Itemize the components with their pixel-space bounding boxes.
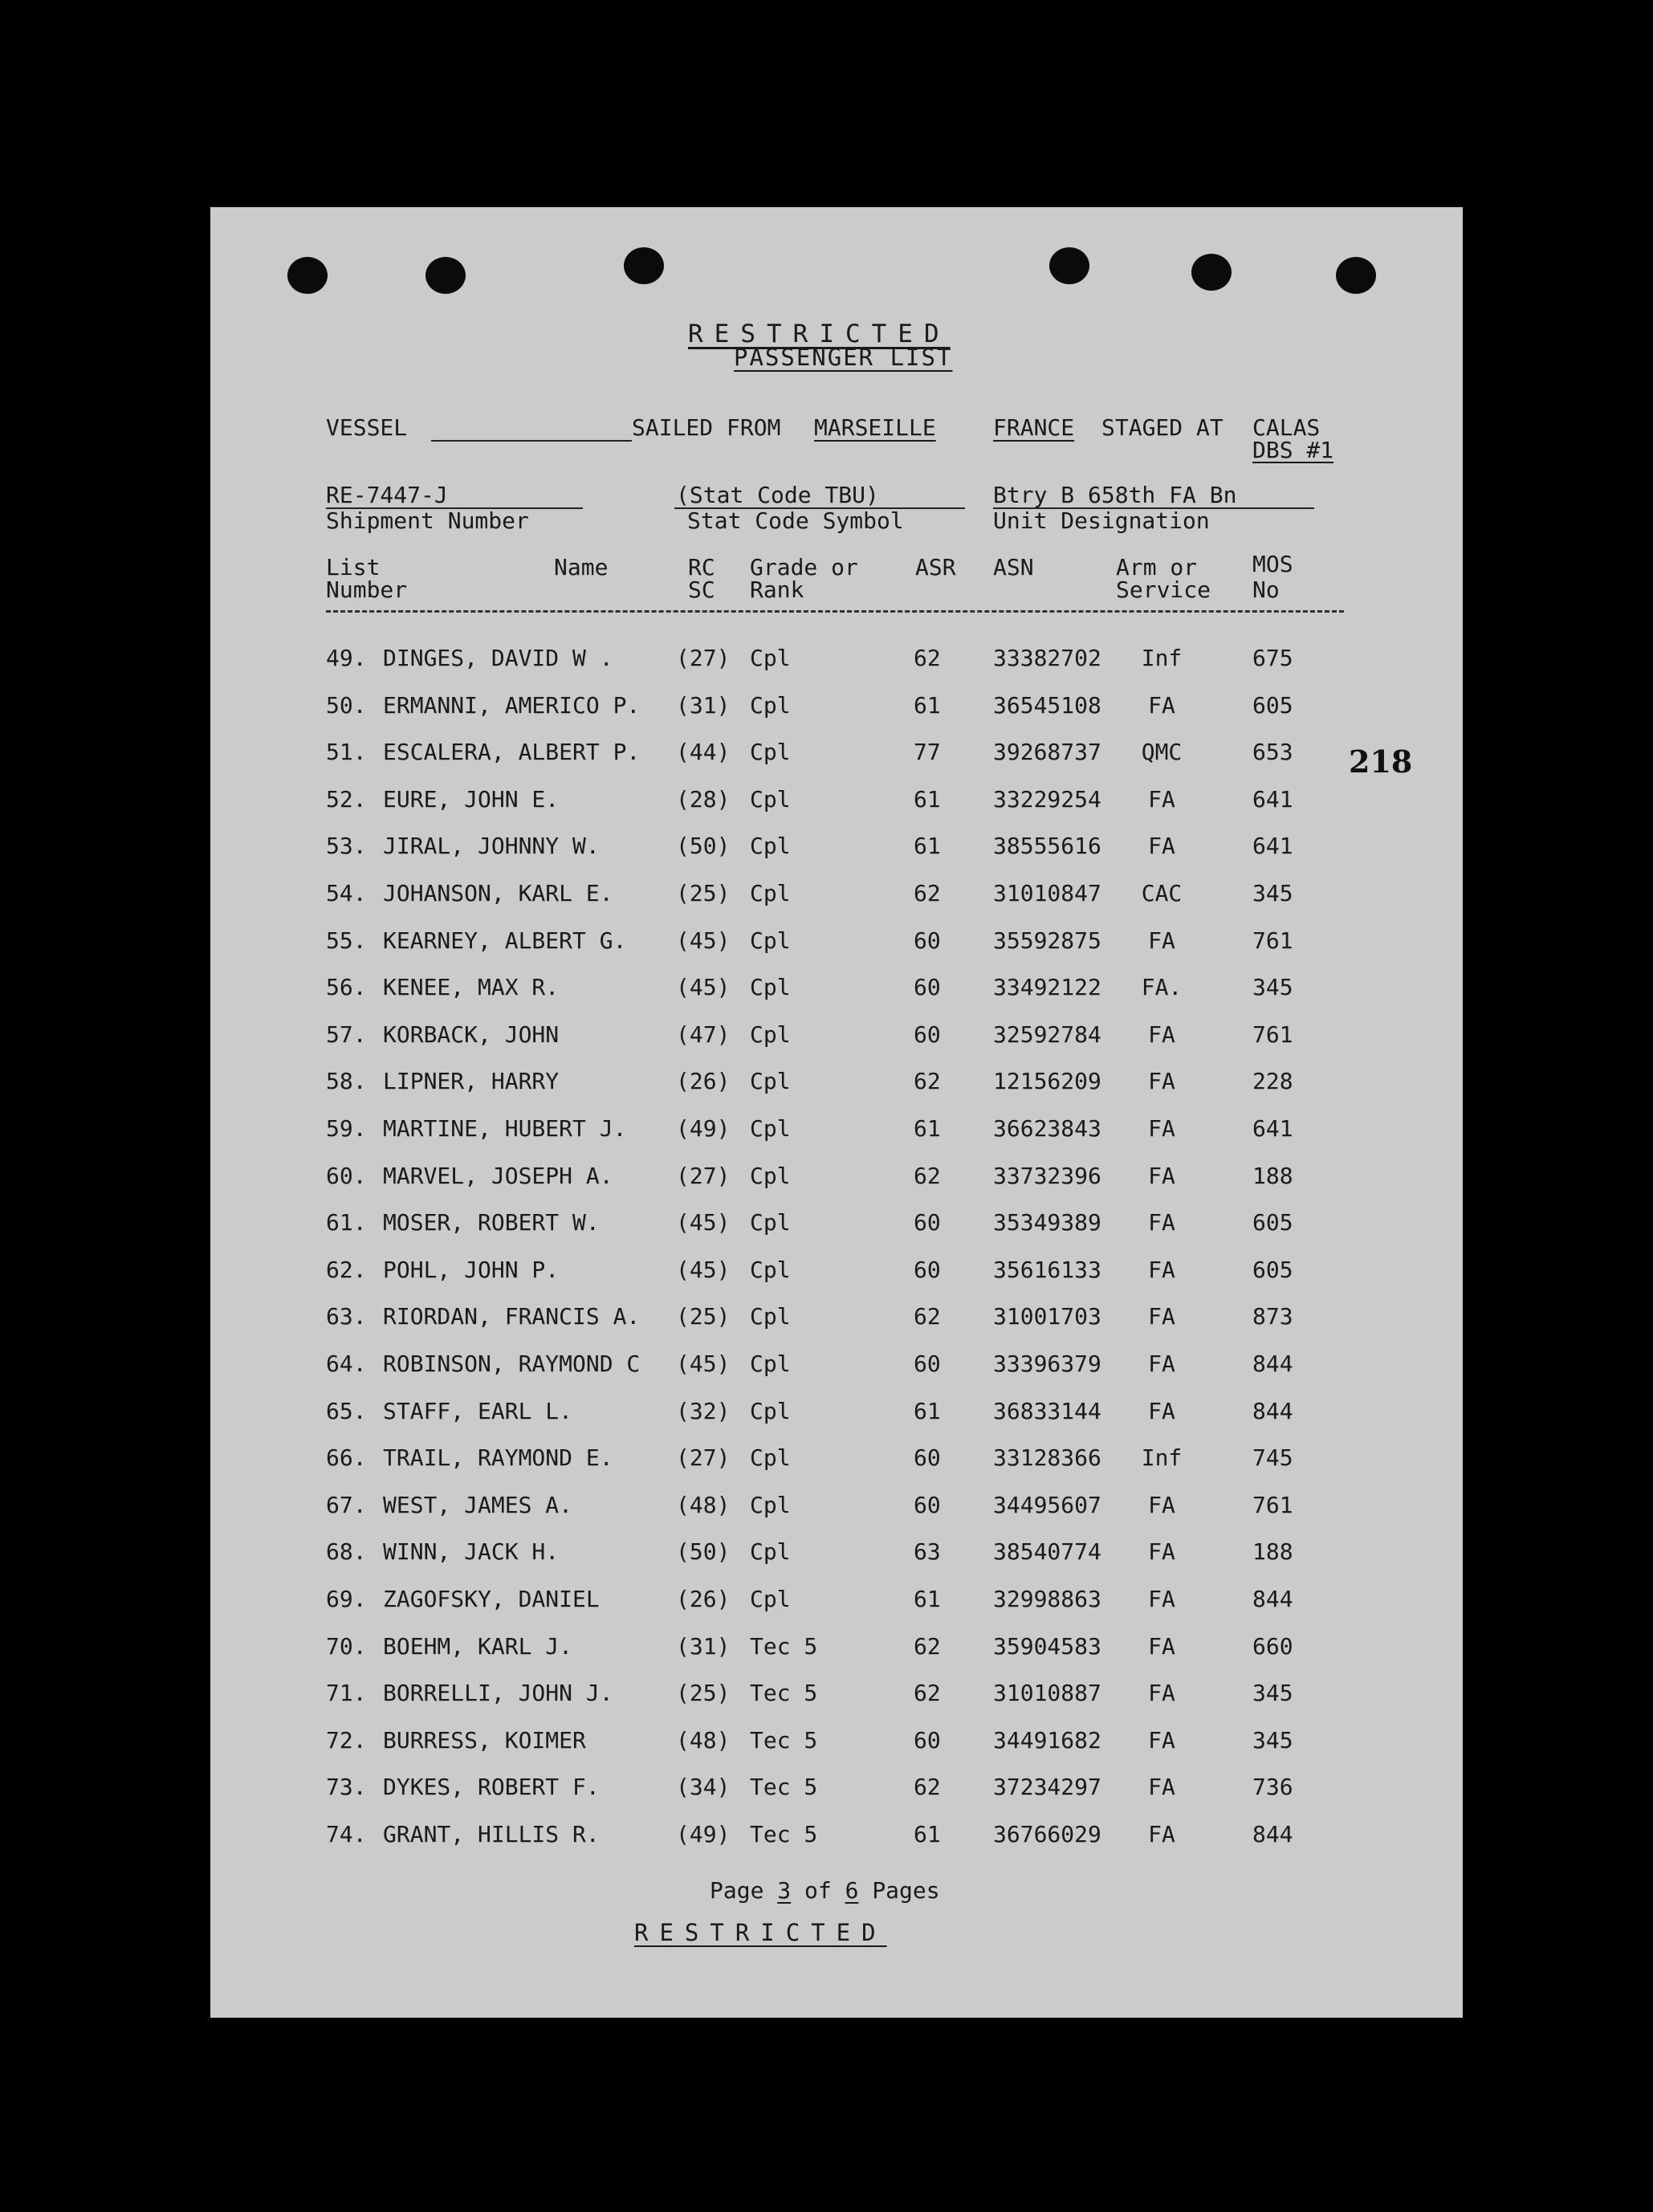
cell-num: 74. — [326, 1821, 367, 1847]
table-row — [210, 880, 1463, 912]
cell-num: 50. — [326, 691, 367, 719]
cell-rc: (28) — [676, 785, 731, 813]
cell-arm: FA — [1148, 785, 1175, 813]
table-row — [210, 645, 1463, 677]
table-row — [210, 692, 1463, 724]
sailed-from-value: MARSEILLE — [814, 414, 936, 441]
cell-mos: 641 — [1252, 785, 1293, 813]
cell-name: KENEE, MAX R. — [383, 974, 560, 1001]
cell-num: 67. — [326, 1491, 367, 1518]
cell-asr: 61 — [914, 1586, 941, 1612]
cell-mos: 228 — [1252, 1068, 1293, 1095]
table-row — [210, 1586, 1463, 1618]
cell-mos: 675 — [1252, 645, 1293, 671]
vessel-label: VESSEL — [326, 414, 408, 441]
cell-num: 72. — [326, 1726, 367, 1754]
cell-asn: 33396379 — [993, 1350, 1101, 1377]
cell-mos: 188 — [1252, 1538, 1293, 1566]
cell-name: DINGES, DAVID W . — [383, 645, 613, 671]
col-rc-2: SC — [688, 576, 715, 603]
cell-rank: Cpl — [750, 1256, 791, 1283]
cell-mos: 844 — [1252, 1586, 1293, 1612]
document-title: RESTRICTED — [688, 320, 951, 348]
cell-asr: 63 — [914, 1538, 941, 1566]
cell-num: 69. — [326, 1586, 367, 1612]
cell-num: 55. — [326, 927, 367, 954]
cell-num: 64. — [326, 1350, 367, 1377]
table-row — [210, 1163, 1463, 1195]
cell-arm: FA. — [1141, 974, 1183, 1001]
cell-rank: Cpl — [750, 739, 791, 766]
cell-arm: QMC — [1141, 739, 1183, 766]
cell-num: 51. — [326, 739, 367, 766]
cell-arm: FA — [1148, 691, 1175, 719]
cell-name: EURE, JOHN E. — [383, 785, 560, 813]
cell-mos: 345 — [1252, 880, 1293, 906]
cell-asn: 35349389 — [993, 1209, 1101, 1236]
cell-name: WINN, JACK H. — [383, 1538, 560, 1566]
cell-mos: 188 — [1252, 1162, 1293, 1189]
cell-num: 56. — [326, 974, 367, 1001]
cell-rc: (31) — [676, 1632, 731, 1660]
cell-name: MARTINE, HUBERT J. — [383, 1115, 627, 1142]
cell-arm: FA — [1148, 1680, 1175, 1707]
cell-num: 53. — [326, 833, 367, 860]
cell-rank: Cpl — [750, 1350, 791, 1377]
cell-rc: (25) — [676, 880, 731, 906]
cell-name: POHL, JOHN P. — [383, 1256, 560, 1283]
cell-asn: 33128366 — [993, 1444, 1101, 1472]
shipment-number-label: Shipment Number — [326, 507, 529, 534]
cell-mos: 745 — [1252, 1444, 1293, 1472]
cell-asn: 36766029 — [993, 1821, 1101, 1847]
cell-rc: (47) — [676, 1020, 731, 1048]
cell-rank: Cpl — [750, 785, 791, 813]
cell-name: MOSER, ROBERT W. — [383, 1209, 600, 1236]
col-list-number-2: Number — [326, 576, 408, 603]
cell-asr: 62 — [914, 1162, 941, 1189]
cell-mos: 605 — [1252, 1209, 1293, 1236]
cell-asn: 37234297 — [993, 1774, 1101, 1801]
cell-arm: FA — [1148, 1632, 1175, 1660]
cell-name: JOHANSON, KARL E. — [383, 880, 613, 906]
table-row — [210, 833, 1463, 865]
cell-asr: 61 — [914, 1397, 941, 1424]
cell-mos: 761 — [1252, 927, 1293, 954]
col-mos-1: MOS — [1252, 551, 1293, 577]
cell-mos: 605 — [1252, 691, 1293, 719]
cell-asr: 60 — [914, 1256, 941, 1283]
cell-asn: 31010887 — [993, 1680, 1101, 1707]
cell-rc: (25) — [676, 1680, 731, 1707]
cell-asn: 34495607 — [993, 1491, 1101, 1518]
table-row — [210, 1021, 1463, 1053]
cell-asr: 62 — [914, 1303, 941, 1330]
cell-mos: 761 — [1252, 1020, 1293, 1048]
cell-num: 68. — [326, 1538, 367, 1566]
cell-num: 57. — [326, 1020, 367, 1048]
document-page — [210, 207, 1463, 2018]
cell-rc: (48) — [676, 1491, 731, 1518]
cell-rc: (45) — [676, 974, 731, 1001]
stat-code: (Stat Code TBU) — [676, 482, 879, 508]
col-rc-1: RC — [688, 554, 715, 580]
cell-name: MARVEL, JOSEPH A. — [383, 1162, 613, 1189]
col-list-number-1: List — [326, 554, 381, 580]
cell-mos: 345 — [1252, 1680, 1293, 1707]
cell-rank: Tec 5 — [750, 1680, 818, 1707]
cell-rank: Cpl — [750, 1397, 791, 1424]
cell-mos: 641 — [1252, 833, 1293, 860]
cell-asn: 35616133 — [993, 1256, 1101, 1283]
cell-rc: (26) — [676, 1586, 731, 1612]
col-grade-1: Grade or — [750, 554, 858, 580]
cell-arm: FA — [1148, 1726, 1175, 1754]
cell-rc: (45) — [676, 1209, 731, 1236]
cell-asr: 61 — [914, 833, 941, 860]
cell-mos: 761 — [1252, 1491, 1293, 1518]
cell-rank: Tec 5 — [750, 1726, 818, 1754]
cell-rank: Cpl — [750, 1491, 791, 1518]
table-row — [210, 1774, 1463, 1806]
cell-rc: (31) — [676, 691, 731, 719]
staged-at-label: STAGED AT — [1101, 414, 1223, 441]
col-grade-2: Rank — [750, 576, 804, 603]
cell-asn: 33229254 — [993, 785, 1101, 813]
cell-asr: 60 — [914, 1209, 941, 1236]
cell-num: 66. — [326, 1444, 367, 1472]
table-row — [210, 739, 1463, 771]
cell-rank: Cpl — [750, 1162, 791, 1189]
table-row — [210, 1115, 1463, 1147]
col-asr: ASR — [915, 554, 956, 580]
cell-mos: 660 — [1252, 1632, 1293, 1660]
page-mid: of — [804, 1877, 832, 1904]
col-mos-2: No — [1252, 576, 1280, 603]
cell-mos: 653 — [1252, 739, 1293, 766]
table-row — [210, 1727, 1463, 1759]
cell-arm: Inf — [1141, 1444, 1183, 1472]
cell-asr: 60 — [914, 974, 941, 1001]
cell-num: 54. — [326, 880, 367, 906]
cell-arm: FA — [1148, 1586, 1175, 1612]
cell-rc: (32) — [676, 1397, 731, 1424]
cell-rc: (45) — [676, 927, 731, 954]
page-suffix: Pages — [872, 1877, 940, 1904]
cell-rc: (45) — [676, 1350, 731, 1377]
table-row — [210, 1821, 1463, 1853]
document-subtitle: PASSENGER LIST — [734, 344, 953, 371]
cell-asn: 31010847 — [993, 880, 1101, 906]
cell-mos: 641 — [1252, 1115, 1293, 1142]
cell-rc: (25) — [676, 1303, 731, 1330]
page-prefix: Page — [710, 1877, 764, 1904]
cell-name: STAFF, EARL L. — [383, 1397, 573, 1424]
cell-name: DYKES, ROBERT F. — [383, 1774, 600, 1801]
cell-name: WEST, JAMES A. — [383, 1491, 573, 1518]
cell-rank: Tec 5 — [750, 1821, 818, 1847]
cell-num: 52. — [326, 785, 367, 813]
cell-rc: (49) — [676, 1821, 731, 1847]
cell-asr: 62 — [914, 1632, 941, 1660]
cell-arm: FA — [1148, 927, 1175, 954]
table-row — [210, 927, 1463, 959]
table-row — [210, 786, 1463, 818]
cell-arm: CAC — [1141, 880, 1183, 906]
shipment-number: RE-7447-J — [326, 482, 448, 508]
cell-arm: FA — [1148, 1538, 1175, 1566]
cell-arm: FA — [1148, 1350, 1175, 1377]
cell-asn: 36623843 — [993, 1115, 1101, 1142]
cell-name: GRANT, HILLIS R. — [383, 1821, 600, 1847]
cell-name: KORBACK, JOHN — [383, 1020, 560, 1048]
cell-mos: 345 — [1252, 974, 1293, 1001]
cell-name: TRAIL, RAYMOND E. — [383, 1444, 613, 1472]
cell-rank: Cpl — [750, 1444, 791, 1472]
cell-rc: (26) — [676, 1068, 731, 1095]
cell-arm: FA — [1148, 833, 1175, 860]
cell-name: ERMANNI, AMERICO P. — [383, 691, 641, 719]
cell-asn: 36833144 — [993, 1397, 1101, 1424]
cell-name: BORRELLI, JOHN J. — [383, 1680, 613, 1707]
cell-asr: 60 — [914, 1444, 941, 1472]
table-row — [210, 1680, 1463, 1712]
unit-designation-label: Unit Designation — [993, 507, 1210, 534]
cell-rank: Cpl — [750, 691, 791, 719]
cell-arm: FA — [1148, 1491, 1175, 1518]
cell-mos: 873 — [1252, 1303, 1293, 1330]
cell-rank: Cpl — [750, 1209, 791, 1236]
cell-mos: 844 — [1252, 1397, 1293, 1424]
cell-name: KEARNEY, ALBERT G. — [383, 927, 627, 954]
cell-asn: 34491682 — [993, 1726, 1101, 1754]
cell-asn: 33492122 — [993, 974, 1101, 1001]
unit-designation: Btry B 658th FA Bn — [993, 482, 1237, 508]
cell-asr: 77 — [914, 739, 941, 766]
cell-asr: 62 — [914, 1774, 941, 1801]
page-current: 3 — [777, 1877, 792, 1904]
cell-rc: (27) — [676, 645, 731, 671]
cell-asn: 35904583 — [993, 1632, 1101, 1660]
cell-num: 73. — [326, 1774, 367, 1801]
table-row — [210, 1398, 1463, 1430]
page-stamp-number: 218 — [1349, 743, 1413, 780]
cell-name: BURRESS, KOIMER — [383, 1726, 586, 1754]
cell-asn: 12156209 — [993, 1068, 1101, 1095]
cell-mos: 736 — [1252, 1774, 1293, 1801]
cell-mos: 844 — [1252, 1350, 1293, 1377]
table-row — [210, 1303, 1463, 1335]
cell-num: 62. — [326, 1256, 367, 1283]
cell-rc: (44) — [676, 739, 731, 766]
col-name: Name — [554, 554, 609, 580]
table-row — [210, 1633, 1463, 1665]
cell-arm: FA — [1148, 1209, 1175, 1236]
cell-rc: (45) — [676, 1256, 731, 1283]
cell-asn: 32998863 — [993, 1586, 1101, 1612]
cell-name: RIORDAN, FRANCIS A. — [383, 1303, 641, 1330]
cell-asn: 38540774 — [993, 1538, 1101, 1566]
cell-rank: Cpl — [750, 833, 791, 860]
cell-rank: Cpl — [750, 927, 791, 954]
cell-rank: Cpl — [750, 645, 791, 671]
cell-asn: 33732396 — [993, 1162, 1101, 1189]
cell-asn: 31001703 — [993, 1303, 1101, 1330]
table-row — [210, 1492, 1463, 1524]
cell-asr: 60 — [914, 1020, 941, 1048]
cell-rank: Cpl — [750, 1115, 791, 1142]
cell-mos: 345 — [1252, 1726, 1293, 1754]
cell-rank: Tec 5 — [750, 1632, 818, 1660]
cell-arm: FA — [1148, 1068, 1175, 1095]
cell-asr: 60 — [914, 1726, 941, 1754]
cell-rank: Cpl — [750, 1068, 791, 1095]
cell-mos: 605 — [1252, 1256, 1293, 1283]
cell-num: 60. — [326, 1162, 367, 1189]
cell-asn: 32592784 — [993, 1020, 1101, 1048]
cell-asr: 62 — [914, 645, 941, 671]
cell-rc: (50) — [676, 1538, 731, 1566]
cell-name: ZAGOFSKY, DANIEL — [383, 1586, 600, 1612]
cell-arm: FA — [1148, 1397, 1175, 1424]
staged-at-value: CALAS — [1252, 414, 1321, 441]
cell-arm: FA — [1148, 1020, 1175, 1048]
cell-rank: Cpl — [750, 1538, 791, 1566]
cell-name: ROBINSON, RAYMOND C — [383, 1350, 641, 1377]
col-arm-1: Arm or — [1116, 554, 1198, 580]
country-value: FRANCE — [993, 414, 1075, 441]
cell-arm: FA — [1148, 1821, 1175, 1847]
cell-arm: FA — [1148, 1256, 1175, 1283]
cell-asr: 62 — [914, 1068, 941, 1095]
cell-rc: (48) — [676, 1726, 731, 1754]
col-asn: ASN — [993, 554, 1034, 580]
cell-num: 59. — [326, 1115, 367, 1142]
cell-arm: FA — [1148, 1774, 1175, 1801]
cell-rc: (50) — [676, 833, 731, 860]
cell-num: 61. — [326, 1209, 367, 1236]
cell-name: LIPNER, HARRY — [383, 1068, 560, 1095]
table-row — [210, 974, 1463, 1006]
cell-asn: 33382702 — [993, 645, 1101, 671]
page-indicator — [710, 1877, 940, 1904]
table-row — [210, 1068, 1463, 1100]
passenger-list — [210, 207, 1463, 2018]
cell-asr: 61 — [914, 1115, 941, 1142]
cell-rc: (27) — [676, 1444, 731, 1472]
cell-asr: 61 — [914, 691, 941, 719]
cell-rank: Cpl — [750, 880, 791, 906]
cell-rc: (27) — [676, 1162, 731, 1189]
cell-num: 49. — [326, 645, 367, 671]
cell-name: ESCALERA, ALBERT P. — [383, 739, 641, 766]
cell-arm: Inf — [1141, 645, 1183, 671]
cell-rc: (49) — [676, 1115, 731, 1142]
cell-asn: 35592875 — [993, 927, 1101, 954]
cell-arm: FA — [1148, 1115, 1175, 1142]
cell-num: 65. — [326, 1397, 367, 1424]
cell-asr: 62 — [914, 880, 941, 906]
cell-rank: Tec 5 — [750, 1774, 818, 1801]
cell-num: 71. — [326, 1680, 367, 1707]
table-row — [210, 1538, 1463, 1570]
cell-asr: 60 — [914, 1350, 941, 1377]
cell-num: 58. — [326, 1068, 367, 1095]
sailed-from-label: SAILED FROM — [632, 414, 781, 441]
table-row — [210, 1444, 1463, 1477]
stat-code-label: Stat Code Symbol — [687, 507, 904, 534]
cell-asr: 62 — [914, 1680, 941, 1707]
cell-mos: 844 — [1252, 1821, 1293, 1847]
table-row — [210, 1257, 1463, 1289]
cell-rank: Cpl — [750, 1586, 791, 1612]
cell-asr: 61 — [914, 1821, 941, 1847]
cell-arm: FA — [1148, 1162, 1175, 1189]
cell-rank: Cpl — [750, 1020, 791, 1048]
footer-restricted: RESTRICTED — [634, 1919, 887, 1946]
table-row — [210, 1350, 1463, 1383]
cell-num: 70. — [326, 1632, 367, 1660]
cell-rank: Cpl — [750, 974, 791, 1001]
cell-name: BOEHM, KARL J. — [383, 1632, 573, 1660]
cell-asr: 60 — [914, 927, 941, 954]
cell-arm: FA — [1148, 1303, 1175, 1330]
cell-asr: 60 — [914, 1491, 941, 1518]
col-arm-2: Service — [1116, 576, 1211, 603]
cell-asr: 61 — [914, 785, 941, 813]
staged-at-value-2: DBS #1 — [1252, 437, 1334, 463]
cell-asn: 39268737 — [993, 739, 1101, 766]
table-row — [210, 1209, 1463, 1241]
page-total: 6 — [845, 1877, 859, 1904]
cell-asn: 36545108 — [993, 691, 1101, 719]
cell-rc: (34) — [676, 1774, 731, 1801]
cell-rank: Cpl — [750, 1303, 791, 1330]
cell-name: JIRAL, JOHNNY W. — [383, 833, 600, 860]
cell-num: 63. — [326, 1303, 367, 1330]
cell-asn: 38555616 — [993, 833, 1101, 860]
